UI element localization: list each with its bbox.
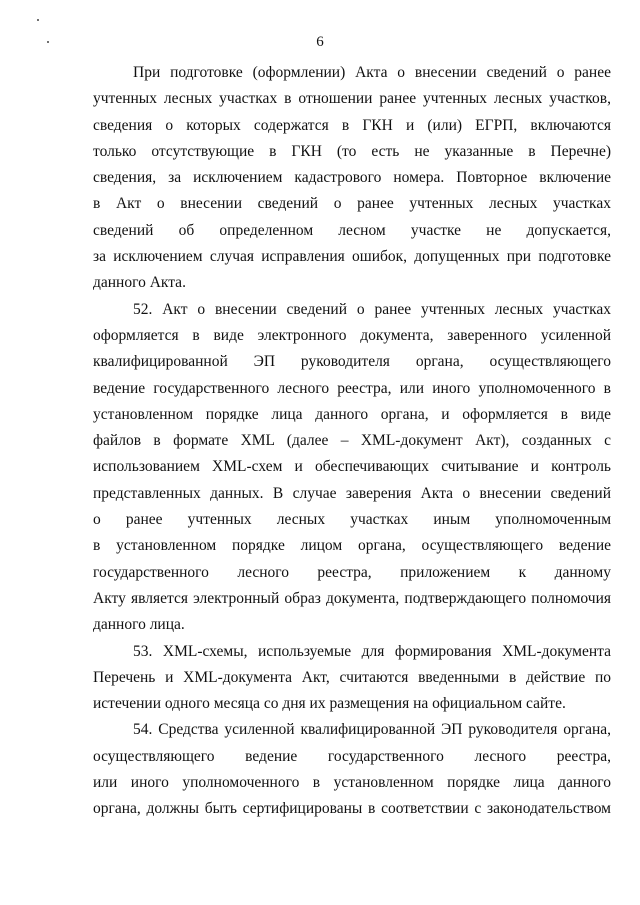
text-line: учтенных лесных участках в отношении ранее учтенных лесных участков, [93, 90, 611, 108]
text-line: Перечень и XML-документа Акт, считаются введенными в действие по [93, 668, 611, 686]
document-body [93, 60, 611, 823]
text-line: сведения, за исключением кадастрового номера. Повторное включение [93, 169, 611, 187]
scan-speck [37, 19, 39, 21]
text-line: Акту является электронный образ документа, подтверждающего полномочия [93, 589, 611, 607]
paragraph [93, 60, 611, 297]
text-line: в Акт о внесении сведений о ранее учтенных лесных участках [93, 195, 611, 213]
text-line: квалифицированной ЭП руководителя органа, осуществляющего [93, 353, 611, 371]
text-line: оформляется в виде электронного документа, заверенного усиленной [93, 326, 611, 344]
text-line: в установленном порядке лицом органа, осуществляющего ведение [93, 537, 611, 555]
text-line: или иного уполномоченного в установленном порядке лица данного [93, 774, 611, 792]
text-line: истечении одного месяца со дня их размещения на официальном сайте. [93, 695, 566, 713]
paragraph [93, 717, 611, 822]
text-line: 52. Акт о внесении сведений о ранее учтенных лесных участках [133, 300, 611, 318]
text-line: осуществляющего ведение государственного лесного реестра, [93, 747, 611, 765]
paragraph [93, 639, 611, 718]
text-line: файлов в формате XML (далее – XML-документ Акт), созданных с [93, 432, 611, 450]
text-line: установленном порядке лица данного органа, и оформляется в виде [93, 405, 611, 423]
text-line: государственного лесного реестра, приложением к данному [93, 563, 611, 581]
text-line: использованием XML-схем и обеспечивающих считывание и контроль [93, 458, 611, 476]
text-line: данного Акта. [93, 274, 186, 292]
text-line: 53. XML-схемы, используемые для формирования XML-документа [133, 642, 611, 660]
text-line: данного лица. [93, 616, 185, 634]
text-line: только отсутствующие в ГКН (то есть не указанные в Перечне) [93, 142, 611, 160]
text-line: При подготовке (оформлении) Акта о внесении сведений о ранее [133, 64, 611, 81]
text-line: за исключением случая исправления ошибок, допущенных при подготовке [93, 248, 611, 266]
paragraph [93, 297, 611, 639]
text-line: о ранее учтенных лесных участках иным уполномоченным [93, 511, 611, 529]
text-line: сведения о которых содержатся в ГКН и (или) ЕГРП, включаются [93, 116, 611, 134]
page-number: 6 [316, 34, 324, 50]
text-line: представленных данных. В случае заверения Акта о внесении сведений [93, 484, 611, 502]
text-line: органа, должны быть сертифицированы в соответствии с законодательством [93, 800, 611, 818]
text-line: 54. Средства усиленной квалифицированной ЭП руководителя органа, [133, 721, 611, 739]
text-line: ведение государственного лесного реестра, или иного уполномоченного в [93, 379, 611, 397]
text-line: сведений об определенном лесном участке не допускается, [93, 221, 611, 239]
